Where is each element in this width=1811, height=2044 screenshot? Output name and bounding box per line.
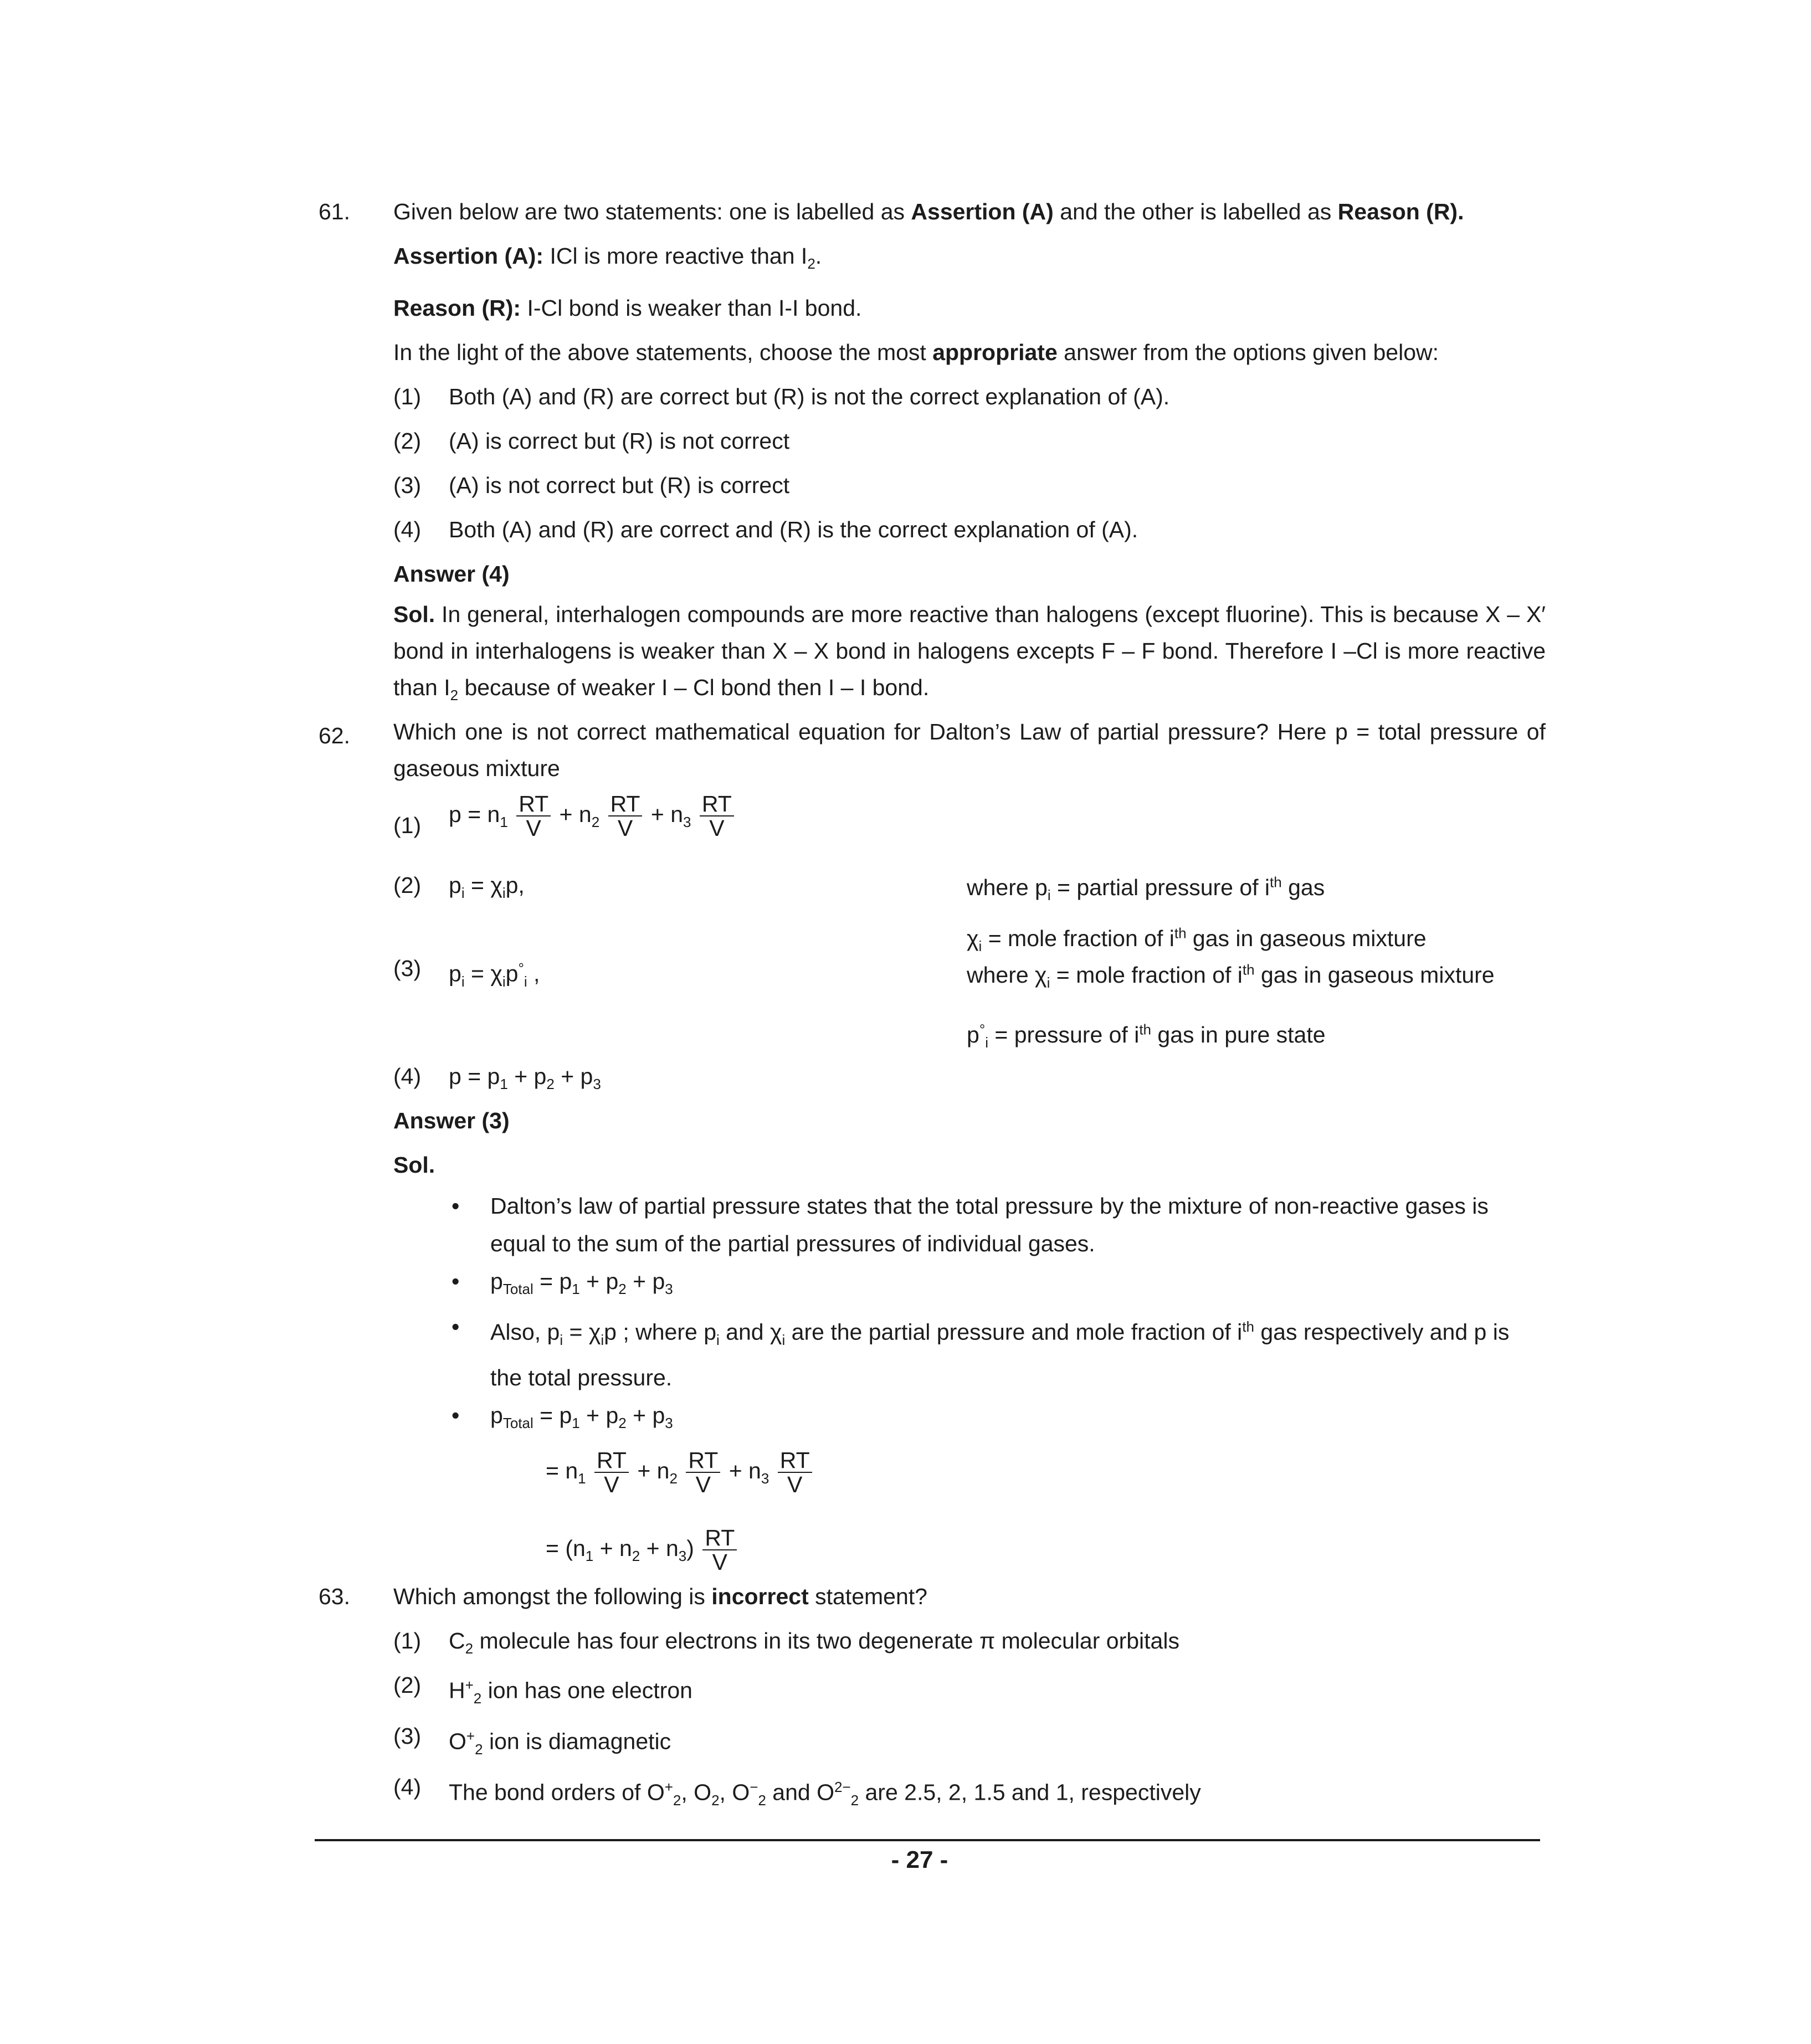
question-instruction: In the light of the above statements, choose the most appropriate answer from the options given below: [393,340,1439,366]
question-body [393,713,1546,1598]
page-number: - 27 - [891,1846,948,1873]
assertion-statement: Assertion (A): ICl is more reactive than $I_2$. [393,243,822,273]
option-1: (1) Both (A) and (R) are correct but (R) is not the correct explanation of (A). [393,384,1170,410]
question-number: 63. [319,1584,350,1609]
question-number: 61. [319,199,350,224]
question-body [393,1574,1546,1809]
solution: Sol. In general, interhalogen compounds are more reactive than halogens (except fluorine). This is because X – X′ bond in interhalogens is weaker than X – X bond in halogens excepts F – F bond. Therefore I –Cl is more reactive than $I_2$ because of weaker I – Cl bond then I – I bond. [393,602,1546,704]
option-4: (4) The bond orders of $O^+_2$, $O_2$, $O^-_2$ and $O^{2-}_2$ are 2.5, 2, 1.5 and 1, respectively [393,1774,1201,1809]
option-4: (4) $p = p_1 + p_2 + p_3$ [393,1054,1546,1098]
option-2: (2) $p_i = \chi_ip$, where $p_i$ = partial pressure of $i^{th}$ gas $\chi_i$ = mole fraction of $i^{th}$ gas in gaseous mixture [393,863,1546,941]
fraction: $\frac{RT}{V}$ [594,1449,629,1496]
option-1: (1) $C_2$ molecule has four electrons in its two degenerate π molecular orbitals [393,1628,1179,1657]
answer: Answer (4) [393,561,510,587]
option-3: (3) (A) is not correct but (R) is correct [393,473,790,499]
solution-bullet: • Also, $p_i = \chi_ip$ ; where $p_i$ and $\chi_i$ are the partial pressure and mole fraction of $i^{th}$ gas respectively and p is the total pressure. [452,1314,1510,1391]
solution-bullet: • $p_{Total} = p_1 + p_2 + p_3$ [452,1403,673,1432]
equation: $p = p_1 + p_2 + p_3$ [449,1064,601,1093]
question-number: 62. [319,723,350,748]
reason-statement: Reason (R): I-Cl bond is weaker than I-I bond. [393,295,862,321]
option-1: (1) $p = n_1$ $\frac{RT}{V}$ + $n_2$ $\frac{RT}{V}$ + $n_3$ $\frac{RT}{V}$ [393,792,1546,859]
fraction: $\frac{RT}{V}$ [778,1449,812,1496]
equation: $p = n_1$ $\frac{RT}{V}$ + $n_2$ $\frac{RT}{V}$ + $n_3$ $\frac{RT}{V}$ [449,792,736,844]
derivation-step-1: = $n_1$ $\frac{RT}{V}$ + $n_2$ $\frac{RT}{V}$ + $n_3$ $\frac{RT}{V}$ [393,1449,1546,1521]
fraction: $\frac{RT}{V}$ [686,1449,720,1496]
question-body [393,189,1546,713]
answer: Answer (3) [393,1108,510,1133]
option-2-note: where $p_i$ = partial pressure of $i^{th}$ gas $\chi_i$ = mole fraction of $i^{th}$ gas in gaseous mixture [967,874,1427,954]
solution-bullet: • Dalton’s law of partial pressure states that the total pressure by the mixture of non-reactive gases is equal to the sum of the partial pressures of individual gases. [452,1193,1489,1256]
fraction: $\frac{RT}{V}$ [702,1526,737,1574]
question-intro: Given below are two statements: one is labelled as Assertion (A) and the other is labelled as Reason (R). [393,199,1464,224]
derivation-step-2: = $(n_1 + n_2 + n_3)$ $\frac{RT}{V}$ [393,1526,1546,1598]
question-text: Which amongst the following is incorrect statement? [393,1584,927,1609]
equation: $p_i = \chi_ip^\circ_i$ , [449,960,540,990]
fraction: $\frac{RT}{V}$ [516,792,551,840]
footer-divider [315,1839,1540,1841]
option-3: (3) $O^+_2$ ion is diamagnetic [393,1723,671,1758]
option-4: (4) Both (A) and (R) are correct and (R) is the correct explanation of (A). [393,517,1138,543]
solution-bullet: • $p_{Total} = p_1 + p_2 + p_3$ [452,1268,673,1298]
option-3-note: where $\chi_i$ = mole fraction of $i^{th}$ gas in gaseous mixture $p^\circ_i$ = pressure of $i^{th}$ gas in pure state [967,961,1495,1051]
equation: $p_i = \chi_ip$, [449,872,525,902]
option-2: (2) $H^+_2$ ion has one electron [393,1672,692,1707]
option-3: (3) $p_i = \chi_ip^\circ_i$ , where $\chi_i$ = mole fraction of $i^{th}$ gas in gaseous mixture $p^\circ_i$ = pressure of $i^{th}$ gas in pure state [393,946,1546,1043]
fraction: $\frac{RT}{V}$ [608,792,643,840]
fraction: $\frac{RT}{V}$ [700,792,734,840]
question-text: Which one is not correct mathematical equation for Dalton’s Law of partial pressure? Here p = total pressure of gaseous mixture [393,719,1546,781]
solution-label: Sol. [393,1152,435,1178]
option-2: (2) (A) is correct but (R) is not correct [393,428,790,454]
